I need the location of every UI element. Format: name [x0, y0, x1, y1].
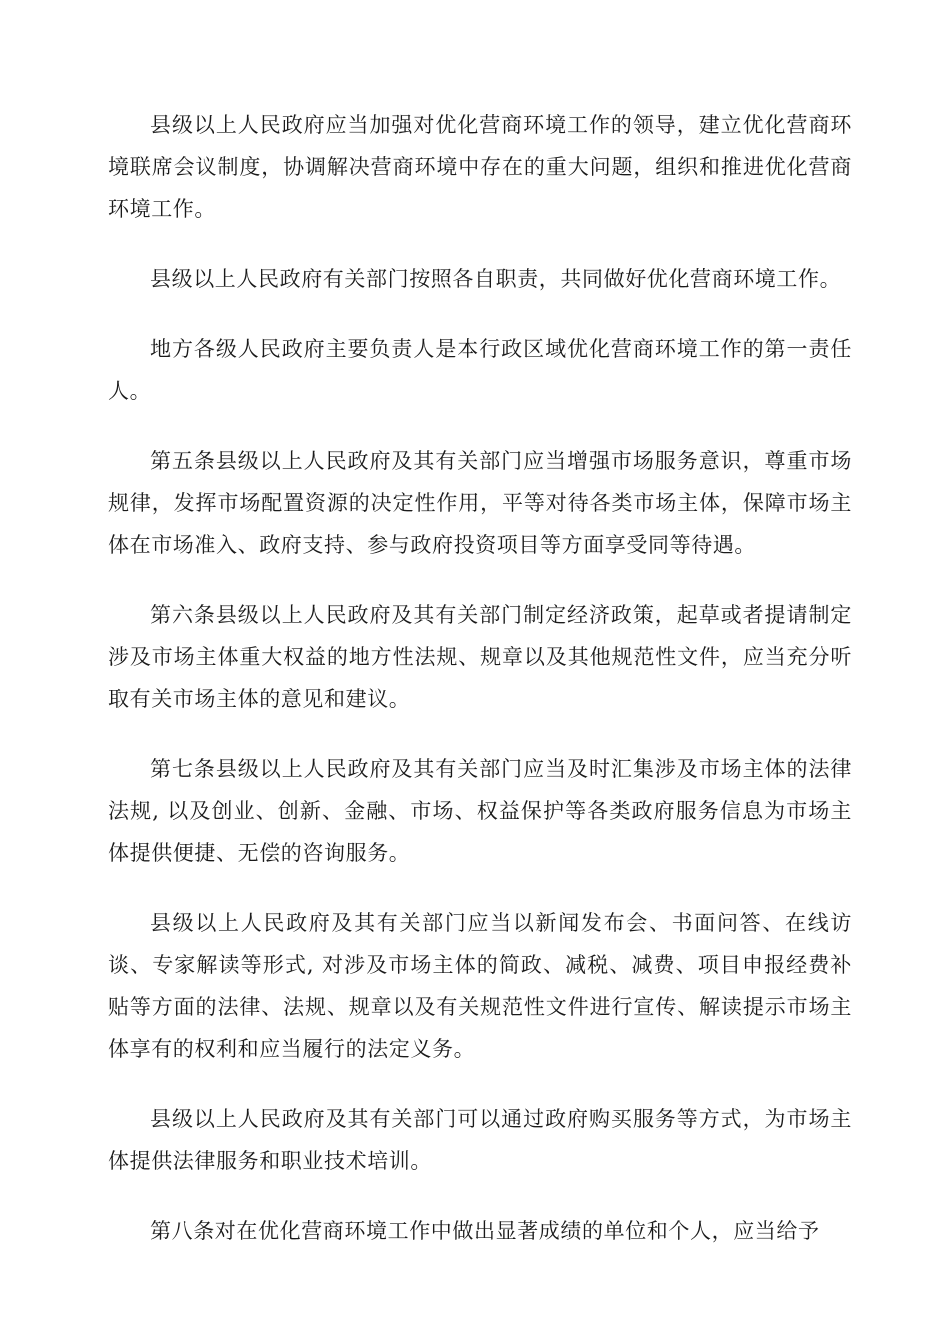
document-body [108, 104, 852, 1280]
paragraph-7: 县级以上人民政府及其有关部门应当以新闻发布会、书面问答、在线访谈、专家解读等形式, 对涉及市场主体的简政、减税、减费、项目申报经费补贴等方面的法律、法规、规章以及有关规范性文件进行宣传、解读提示市场主体享有的权利和应当履行的法定义务。 [108, 911, 852, 1061]
paragraph-3: 地方各级人民政府主要负责人是本行政区域优化营商环境工作的第一责任人。 [108, 337, 852, 403]
paragraph-8: 县级以上人民政府及其有关部门可以通过政府购买服务等方式，为市场主体提供法律服务和职业技术培训。 [108, 1107, 852, 1173]
paragraph-article-7: 第七条县级以上人民政府及其有关部门应当及时汇集涉及市场主体的法律法规, 以及创业、创新、金融、市场、权益保护等各类政府服务信息为市场主体提供便捷、无偿的咨询服务。 [108, 757, 852, 865]
paragraph-article-6: 第六条县级以上人民政府及其有关部门制定经济政策，起草或者提请制定涉及市场主体重大权益的地方性法规、规章以及其他规范性文件，应当充分听取有关市场主体的意见和建议。 [108, 603, 852, 711]
paragraph-article-5: 第五条县级以上人民政府及其有关部门应当增强市场服务意识，尊重市场规律，发挥市场配置资源的决定性作用，平等对待各类市场主体，保障市场主体在市场准入、政府支持、参与政府投资项目等方面享受同等待遇。 [108, 449, 852, 557]
paragraph-article-8: 第八条对在优化营商环境工作中做出显著成绩的单位和个人，应当给予 [150, 1219, 820, 1243]
paragraph-2: 县级以上人民政府有关部门按照各自职责，共同做好优化营商环境工作。 [150, 267, 842, 291]
paragraph-1: 县级以上人民政府应当加强对优化营商环境工作的领导，建立优化营商环境联席会议制度，协调解决营商环境中存在的重大问题，组织和推进优化营商环境工作。 [108, 113, 852, 221]
